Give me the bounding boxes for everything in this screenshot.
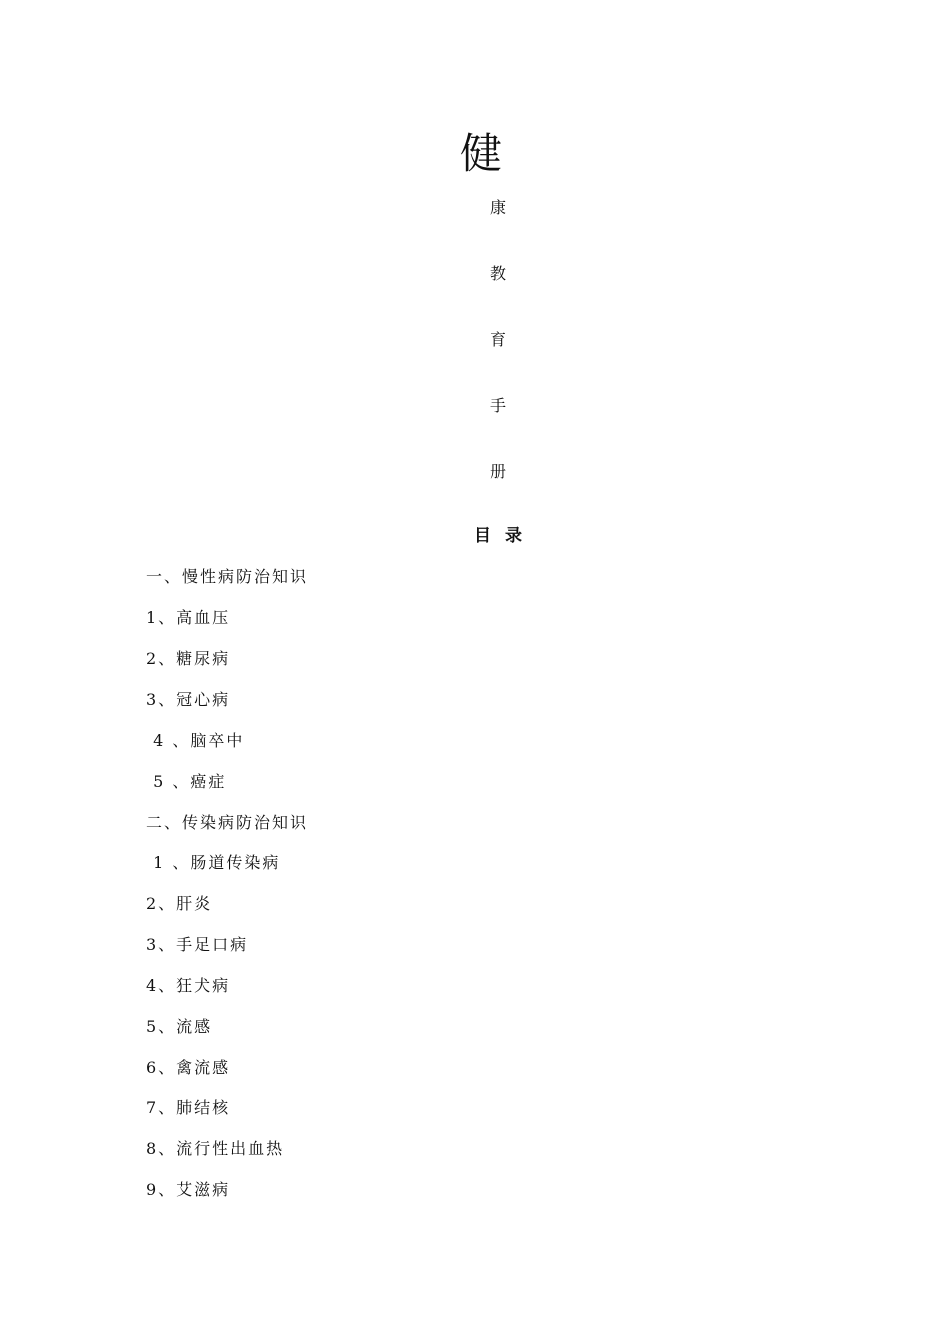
title-char-2: 教	[490, 264, 507, 283]
toc-item: 1 、肠道传染病	[146, 853, 281, 872]
toc-item: 8、流行性出血热	[146, 1139, 285, 1158]
toc-item: 7、肺结核	[146, 1098, 231, 1117]
title-first-char: 健	[460, 129, 503, 178]
title-char-4: 手	[490, 396, 507, 415]
toc-item: 2、糖尿病	[146, 649, 231, 668]
toc-heading: 目录	[474, 526, 536, 546]
toc-item: 3、手足口病	[146, 935, 249, 954]
toc-item: 4 、脑卒中	[146, 731, 245, 750]
toc-item: 9、艾滋病	[146, 1180, 231, 1199]
toc-item: 2、肝炎	[146, 894, 213, 913]
toc-item: 4、狂犬病	[146, 976, 231, 995]
toc-section: 二、传染病防治知识	[146, 813, 309, 832]
title-char-5: 册	[490, 462, 507, 481]
title-char-3: 育	[490, 330, 507, 349]
toc-item: 5 、癌症	[146, 772, 227, 791]
toc-item: 5、流感	[146, 1017, 213, 1036]
toc-item: 6、禽流感	[146, 1058, 231, 1077]
toc-section: 一、慢性病防治知识	[146, 567, 309, 586]
title-char-1: 康	[490, 198, 507, 217]
toc-item: 1、高血压	[146, 608, 231, 627]
toc-item: 3、冠心病	[146, 690, 231, 709]
